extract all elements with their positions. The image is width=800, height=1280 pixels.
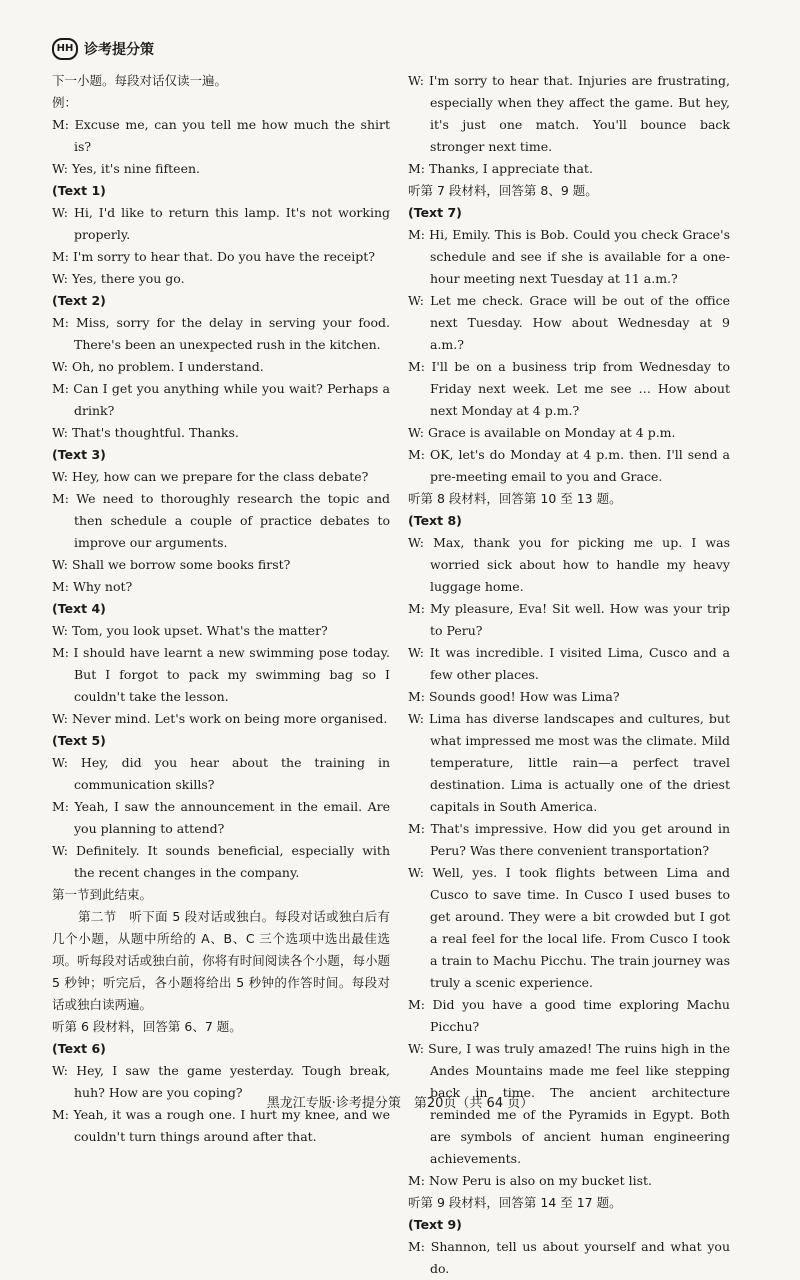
- text-heading: (Text 3): [52, 447, 106, 462]
- dialogue-line: M: My pleasure, Eva! Sit well. How was your trip to Peru?: [408, 601, 730, 638]
- instruction-line: 听第 8 段材料，回答第 10 至 13 题。: [408, 491, 622, 506]
- page-footer: 黑龙江专版·诊考提分策 第20页（共 64 页）: [266, 1096, 534, 1111]
- dialogue-line: M: I'm sorry to hear that. Do you have the receipt?: [52, 249, 375, 264]
- dialogue-line: W: Yes, there you go.: [52, 271, 185, 286]
- dialogue-line: W: Hey, I saw the game yesterday. Tough break, huh? How are you coping?: [52, 1063, 390, 1100]
- instruction-line: 听第 7 段材料，回答第 8、9 题。: [408, 183, 598, 198]
- dialogue-line: M: Hi, Emily. This is Bob. Could you check Grace's schedule and see if she is available for a one-hour meeting next Tuesday at 11 a.m.?: [408, 227, 730, 286]
- dialogue-line: W: Let me check. Grace will be out of the office next Tuesday. How about Wednesday at 9 a.m.?: [408, 293, 730, 352]
- dialogue-line: M: Yeah, it was a rough one. I hurt my knee, and we couldn't turn things around after that.: [52, 1107, 390, 1144]
- instruction-line: 第一节到此结束。: [52, 887, 153, 902]
- dialogue-line: W: Max, thank you for picking me up. I was worried sick about how to handle my heavy luggage home.: [408, 535, 730, 594]
- instruction-line: 例：: [52, 95, 78, 110]
- dialogue-line: M: Did you have a good time exploring Machu Picchu?: [408, 997, 730, 1034]
- dialogue-line: W: Hey, did you hear about the training in communication skills?: [52, 755, 390, 792]
- left-column: [52, 70, 390, 1148]
- dialogue-line: W: I'm sorry to hear that. Injuries are frustrating, especially when they affect the game. But hey, it's just one match. You'll bounce back stronger next time.: [408, 73, 730, 154]
- dialogue-line: M: That's impressive. How did you get around in Peru? Was there convenient transportation?: [408, 821, 730, 858]
- text-heading: (Text 5): [52, 733, 106, 748]
- dialogue-line: M: Shannon, tell us about yourself and what you do.: [408, 1239, 730, 1276]
- text-heading: (Text 6): [52, 1041, 106, 1056]
- dialogue-line: W: Yes, it's nine fifteen.: [52, 161, 200, 176]
- text-heading: (Text 1): [52, 183, 106, 198]
- dialogue-line: M: Thanks, I appreciate that.: [408, 161, 593, 176]
- dialogue-line: W: Oh, no problem. I understand.: [52, 359, 264, 374]
- text-heading: (Text 7): [408, 205, 462, 220]
- dialogue-line: M: Excuse me, can you tell me how much the shirt is?: [52, 117, 390, 154]
- dialogue-line: W: Tom, you look upset. What's the matter?: [52, 623, 328, 638]
- text-heading: (Text 4): [52, 601, 106, 616]
- dialogue-line: W: Hey, how can we prepare for the class debate?: [52, 469, 369, 484]
- dialogue-line: M: Sounds good! How was Lima?: [408, 689, 620, 704]
- dialogue-line: W: Definitely. It sounds beneficial, especially with the recent changes in the company.: [52, 843, 390, 880]
- header-title: 诊考提分策: [84, 42, 154, 58]
- dialogue-line: M: Miss, sorry for the delay in serving your food. There's been an unexpected rush in the kitchen.: [52, 315, 390, 352]
- section-instruction: 第二节 听下面 5 段对话或独白。每段对话或独白后有几个小题，从题中所给的 A、B、C 三个选项中选出最佳选项。听每段对话或独白前，你将有时间阅读各个小题，每小题 5 秒钟；听完后，各小题将给出 5 秒钟的作答时间。每段对话或独白读两遍。: [52, 909, 390, 1012]
- instruction-line: 下一小题。每段对话仅读一遍。: [52, 73, 228, 88]
- dialogue-line: M: I'll be on a business trip from Wednesday to Friday next week. Let me see … How about next Monday at 4 p.m.?: [408, 359, 730, 418]
- dialogue-line: M: Yeah, I saw the announcement in the email. Are you planning to attend?: [52, 799, 390, 836]
- dialogue-line: W: Well, yes. I took flights between Lima and Cusco to save time. In Cusco I used buses to get around. They were a bit crowded but I got a real feel for the local life. From Cusco I took a train to Machu Picchu. The train journey was truly a scenic experience.: [408, 865, 730, 990]
- dialogue-line: M: Why not?: [52, 579, 133, 594]
- brand-logo: HH: [52, 38, 78, 60]
- dialogue-line: W: Hi, I'd like to return this lamp. It's not working properly.: [52, 205, 390, 242]
- page-header: [52, 38, 154, 60]
- text-heading: (Text 2): [52, 293, 106, 308]
- dialogue-line: W: Sure, I was truly amazed! The ruins high in the Andes Mountains made me feel like stepping back in time. The ancient architecture reminded me of the Pyramids in Egypt. Both are symbols of ancient human engineering achievements.: [408, 1041, 730, 1166]
- instruction-line: 听第 6 段材料，回答第 6、7 题。: [52, 1019, 242, 1034]
- dialogue-line: M: Now Peru is also on my bucket list.: [408, 1173, 652, 1188]
- dialogue-line: W: It was incredible. I visited Lima, Cusco and a few other places.: [408, 645, 730, 682]
- dialogue-line: W: Grace is available on Monday at 4 p.m.: [408, 425, 676, 440]
- dialogue-line: M: I should have learnt a new swimming pose today. But I forgot to pack my swimming bag so I couldn't take the lesson.: [52, 645, 390, 704]
- dialogue-line: M: We need to thoroughly research the topic and then schedule a couple of practice debates to improve our arguments.: [52, 491, 390, 550]
- dialogue-line: M: Can I get you anything while you wait? Perhaps a drink?: [52, 381, 390, 418]
- dialogue-line: W: That's thoughtful. Thanks.: [52, 425, 239, 440]
- text-heading: (Text 8): [408, 513, 462, 528]
- dialogue-line: W: Shall we borrow some books first?: [52, 557, 291, 572]
- dialogue-line: W: Lima has diverse landscapes and cultures, but what impressed me most was the climate. Mild temperature, little rain—a perfect travel destination. Lima is actually one of the driest capitals in South America.: [408, 711, 730, 814]
- text-heading: (Text 9): [408, 1217, 462, 1232]
- dialogue-line: M: OK, let's do Monday at 4 p.m. then. I'll send a pre-meeting email to you and Grace.: [408, 447, 730, 484]
- instruction-line: 听第 9 段材料，回答第 14 至 17 题。: [408, 1195, 622, 1210]
- dialogue-line: W: Never mind. Let's work on being more organised.: [52, 711, 388, 726]
